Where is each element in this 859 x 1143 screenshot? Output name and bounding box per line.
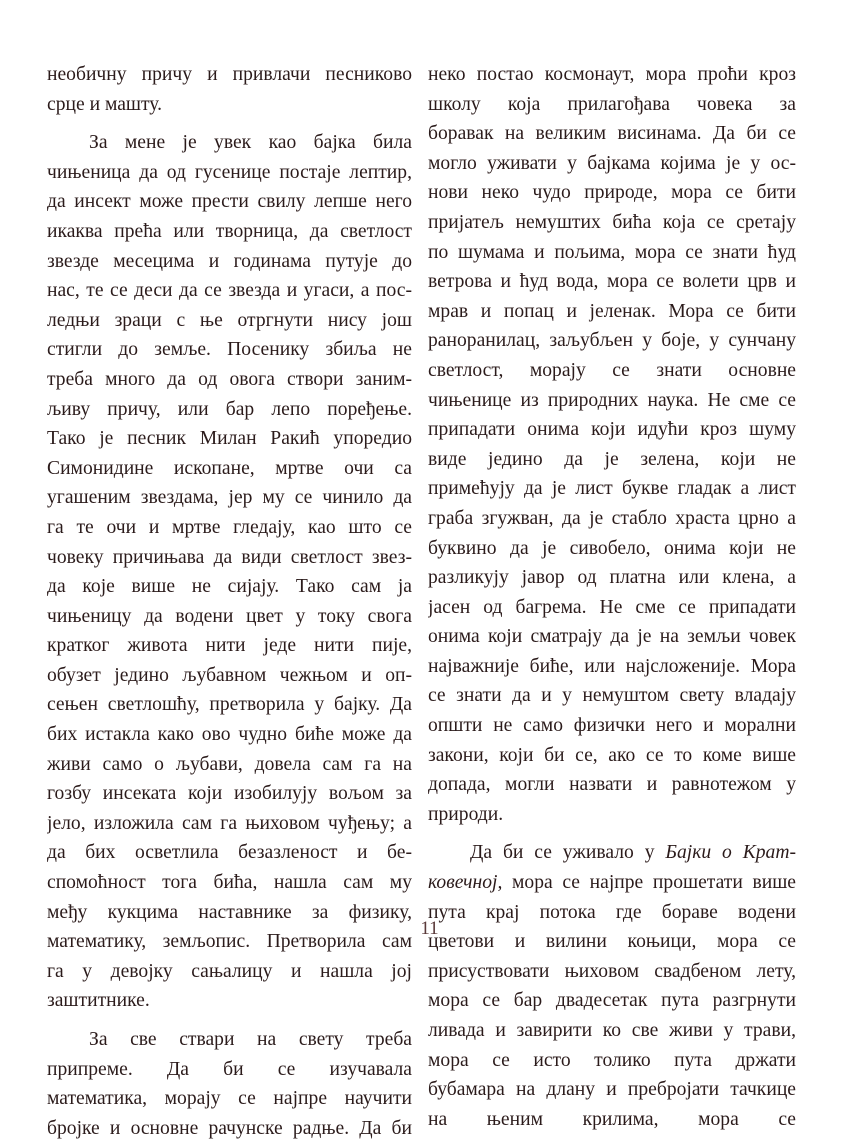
text-line: ветрова и ћуд вода, мора се волети црв и — [428, 271, 796, 293]
text-line: човеку причињава да види светлост звез- — [47, 546, 412, 568]
page-number: 11 — [420, 918, 439, 939]
text-line: присуствовати њиховом свадбеном лету, — [428, 960, 796, 982]
text-line: најважније биће, или најсложеније. Мора — [428, 655, 796, 677]
text-line — [428, 868, 796, 898]
italic-title-fragment: Бајки о Крат- — [665, 842, 796, 864]
text-line: треба много да од овога створи заним- — [47, 368, 412, 390]
text-line: спомоћност тога бића, нашла сам му — [47, 872, 412, 894]
text-line: припадати онима који идући кроз шуму — [428, 419, 796, 441]
text-line: на њеним крилима, мора се — [428, 1108, 796, 1130]
text-line: чињеницу да водени цвет у току свога — [47, 605, 412, 627]
text-line: граба згужван, да је стабло храста црно а — [428, 507, 796, 529]
text-line: За мене је увек као бајка била — [89, 132, 412, 154]
text-line: светлост, морају се знати основне — [428, 359, 796, 381]
text-line: пута крај потока где бораве водени — [428, 901, 796, 923]
text-line: допада, могли назвати и равнотежом у — [428, 774, 796, 796]
text-line: цветови и вилини коњици, мора се — [428, 931, 796, 953]
text-line: разликују јавор од платна или клена, а — [428, 567, 796, 589]
text-line: математику, земљопис. Претворила сам — [47, 931, 412, 953]
text-line: звезде месецима и годинама путује до — [47, 250, 412, 272]
text-fragment: мора се најпре прошетати више — [502, 872, 796, 894]
text-line: јело, изложила сам га њиховом чуђењу; а — [47, 812, 412, 834]
text-line: За све ствари на свету треба — [89, 1029, 412, 1050]
text-line: бубамара на длану и пребројати тачкице — [428, 1079, 796, 1101]
text-line: мрав и попац и јеленак. Мора се бити — [428, 300, 796, 322]
text-line: бројке и основне рачунске радње. Да би — [47, 1117, 412, 1139]
text-line — [428, 838, 796, 868]
text-line: припреме. Да би се изучавала — [47, 1058, 412, 1080]
text-line: да које више не сијају. Тако сам ја — [47, 576, 412, 598]
text-line: по шумама и пољима, мора се знати ћуд — [428, 241, 796, 263]
text-line: пријатељ немуштих бића која се сретају — [428, 211, 796, 233]
text-line: Симонидине ископане, мртве очи са — [47, 457, 412, 479]
text-line: школу која прилагођава човека за — [428, 93, 796, 115]
text-line: нас, те се деси да се звезда и угаси, а пос- — [47, 280, 412, 302]
text-line: онима који сматрају да је на земљи човек — [428, 626, 796, 648]
text-line: се знати да и у немуштом свету владају — [428, 685, 796, 707]
text-line: заштитнике. — [47, 990, 150, 1012]
text-line: обузет једино љубавном чежњом и оп- — [47, 664, 412, 686]
text-line: угашеним звездама, јер му се чинило да — [47, 487, 412, 509]
text-line: мора се бар двадесетак пута разгрнути — [428, 990, 796, 1012]
text-line: сењен светлошћу, претворила у бајку. Да — [47, 694, 412, 716]
text-line: га те очи и мртве гледају, као што се — [47, 516, 412, 538]
text-line: Тако је песник Милан Ракић упоредио — [47, 428, 412, 450]
text-line: гозбу инсеката који изобилују вољом за — [47, 783, 412, 805]
text-line: раноранилац, заљубљен у боје, у сунчану — [428, 330, 796, 352]
text-line: да бих осветлила безазленост и бе- — [47, 842, 412, 864]
left-text-column — [47, 60, 412, 1143]
text-line: примећују да је лист букве гладак а лист — [428, 478, 796, 500]
text-line: икаква прећа или творница, да светлост — [47, 220, 412, 242]
text-line: чињенице из природних наука. Не сме се — [428, 389, 796, 411]
text-line: неко постао космонаут, мора проћи кроз — [428, 64, 796, 85]
italic-title-fragment: ковечној, — [428, 872, 503, 894]
text-line: кратког живота нити једе нити пије, — [47, 635, 412, 657]
right-text-column — [428, 60, 796, 1134]
text-line: виде једино да је зелена, који не — [428, 448, 796, 470]
text-line: ливада и завирити ко све живи у трави, — [428, 1020, 796, 1041]
text-line: боравак на великим висинама. Да би се — [428, 123, 796, 145]
text-line: општи не само физички него и морални — [428, 715, 796, 737]
text-line: међу кукцима наставнике за физику, — [47, 901, 412, 923]
text-line: могло уживати у бајкама којима је у ос- — [428, 152, 796, 174]
text-fragment: Да би се уживало у — [470, 842, 655, 864]
text-line: живи само о љубави, довела сам га на — [47, 753, 412, 775]
text-line: јасен од багрема. Не сме се припадати — [428, 596, 796, 618]
paragraph-gap — [47, 119, 412, 128]
text-line: буквино да је сивобело, онима који не — [428, 537, 796, 559]
paragraph-gap — [47, 1016, 412, 1025]
text-line: закони, који би се, ако се то коме више — [428, 744, 796, 766]
text-line: га у девојку сањалицу и нашла јој — [47, 960, 412, 982]
text-line: да инсект може прести свилу лепше него — [47, 191, 412, 213]
text-line: чињеница да од гусенице постаје лептир, — [47, 161, 412, 183]
text-line: нови неко чудо природе, мора се бити — [428, 182, 796, 204]
text-line: природи. — [428, 803, 504, 825]
text-line: срце и машту. — [47, 93, 163, 115]
text-line: љиву причу, или бар лепо поређење. — [47, 398, 412, 420]
text-line: необичну причу и привлачи песниково — [47, 64, 412, 85]
text-line: бих истакла како ово чудно биће може да — [47, 724, 412, 746]
text-line: ледњи зраци с ње отргнути нису још — [47, 309, 412, 331]
text-line: математика, морају се најпре научити — [47, 1088, 412, 1110]
paragraph-gap — [428, 829, 796, 838]
text-line: стигли до земље. Посенику збиља не — [47, 339, 412, 361]
text-line: мора се исто толико пута држати — [428, 1049, 796, 1071]
